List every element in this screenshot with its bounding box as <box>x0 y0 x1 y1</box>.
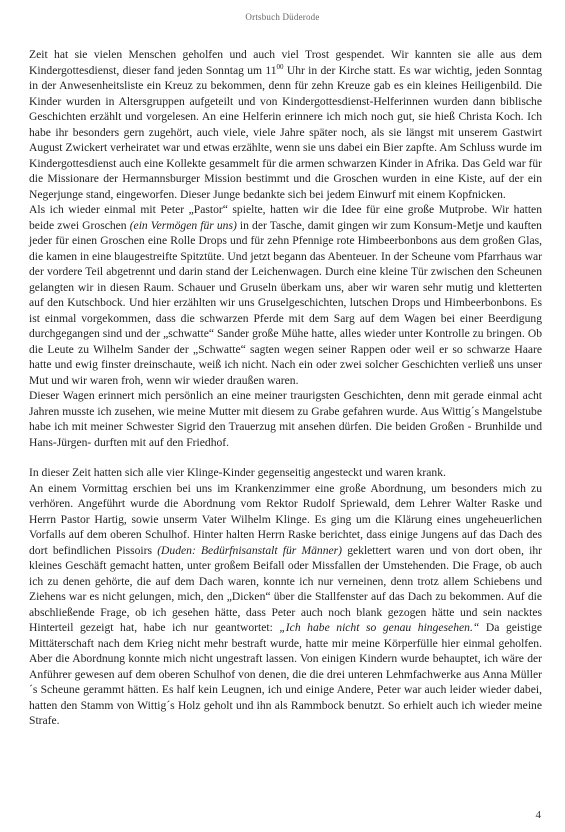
body-text <box>29 47 542 729</box>
paragraph-krankheit <box>29 465 542 481</box>
italic-text: „Ich habe nicht so genau hingesehen.“ <box>279 621 480 634</box>
italic-text: (ein Vermögen für uns) <box>129 218 237 232</box>
page-number: 4 <box>535 809 541 821</box>
text-run: geklettert waren und von dort oben, ihr kleines Geschäft gemacht hatten, unter großem Beifall oder Missfallen der Umstehenden. Die Frage, ob auch ich zu denen gehörte, die auf dem Dach waren, konnte ich nur verneinen, denn trotz allem Schiebens und Ziehens war es nicht gelungen, mich, den „Dicken“ über die Stallfenster auf das Dach zu bekommen. Auf die abschließende Frage, ob ich gesehen hätte, dass Peter auch noch blank gezogen hätte und sein nacktes Hinterteil gezeigt hat, habe ich nur geantwortet: <box>29 543 543 634</box>
text-run: in der Tasche, damit gingen wir zum Konsum-Metje und kauften jeder für einen Groschen eine Rolle Drops und für zehn Pfennige rote Himbeerbonbons aus dem großen Glas, die kamen in eine blaugestreifte Spitztüte. Und jetzt begann das Abenteuer. In der Scheune vom Pfarrhaus war der vordere Teil abgetrennt und darin stand der Leichenwagen. Durch eine kleine Tür zwischen den Scheunen gelangten wir in diesen Raum. Schauer und Gruseln überkam uns, aber wir waren sehr mutig und kletterten auf den Kutschbock. Und hier erzählten wir uns Gruselgeschichten, lutschen Drops und Himbeerbonbons. Es ist einmal vorgekommen, dass die schwarzen Pferde mit dem Sarg auf dem Wagen bei einer Beerdigung durchgegangen sind und der „schwatte“ Sander große Mühe hatte, alles wieder unter Kontrolle zu bringen. Ob die Leute zu Wilhelm Sander der „Schwatte“ sagten wegen seiner Rappen oder weil er so schwarze Haare hatte und ewig finster dreinschaute, weiß ich nicht. Nach ein oder zwei solcher Geschichten verließ uns unser Mut und wir waren froh, wenn wir wieder draußen waren. <box>29 218 542 387</box>
text-run: Da geistige Mittäterschaft nach dem Krieg nicht mehr bestraft wurde, hatte mir meine Körperfülle hier einmal geholfen. Aber die Abordnung konnte mich nicht ungestraft lassen. Von einigen Kindern wurde behauptet, ich wäre der Anführer gewesen auf dem oberen Schulhof von denen, die die drei unteren Lehmfachwerke aus Anna Müller´s Scheune gerammt hätten. Es half kein Leugnen, ich und einige Andere, Peter war auch leider wieder dabei, hatten den Stamm von Wittig´s Holz geholt und ihn als Rammbock benutzt. So erhielt auch ich wieder meine Strafe. <box>29 621 543 727</box>
text-run: Uhr in der Kirche statt. Es war wichtig, jeden Sonntag in der Anwesenheitsliste ein Kreuz zu bekommen, denn für zehn Kreuze gab es ein kleines Heiligenbild. Die Kinder wurden in Altersgruppen aufgeteilt und von Kindergottesdienst-Helferinnen wurden dann biblische Geschichten erzählt und vorgelesen. An eine Helferin erinnere ich mich noch gut, sie hieß Christa Koch. Ich habe ihr besonders gern zugehört, auch viele, viele Jahre später noch, als sie längst mit unserem Gastwirt August Zwickert verheiratet war und etwas erzählte, wenn sie uns dabei ein Bier zapfte. Am Schluss wurde im Kindergottesdienst auch eine Kollekte gesammelt für die armen schwarzen Kinder in Afrika. Das Geld war für die Missionare der Hermannsburger Mission bestimmt und die Groschen wurden in eine Kiste, auf der ein Negerjunge stand, eingeworfen. Dieser Junge bedankte sich bei jedem Einwurf mit einem Kopfnicken. <box>29 63 543 201</box>
text-run: Zeit hat sie vielen Menschen geholfen und auch viel Trost gespendet. Wir kannten sie alle aus dem Kindergottesdienst, dieser fand jeden Sonntag um 11 <box>29 48 542 77</box>
text-run: Als ich wieder einmal mit Peter „Pastor“ spielte, hatten wir die Idee für eine große Mutprobe. Wir hatten beide zwei Groschen <box>29 203 542 232</box>
running-header: Ortsbuch Düderode <box>245 12 320 22</box>
italic-text: (Duden: Bedürfnisanstalt für Männer) <box>157 543 343 557</box>
paragraph-trauerzug <box>29 388 542 450</box>
paragraph-abordnung <box>29 481 542 729</box>
paragraph-mutprobe <box>29 202 542 388</box>
text-run: Dieser Wagen erinnert mich persönlich an eine meiner traurigsten Geschichten, denn mit gerade einmal acht Jahren musste ich zusehen, wie meine Mutter mit diesem zu Grabe gefahren wurde. Aus Wittig´s Mangelstube habe ich mit meiner Schwester Sigrid den Trauerzug mit ansehen dürfen. Die beiden Großen - Brunhilde und Hans-Jürgen- durften mit auf den Friedhof. <box>29 389 542 449</box>
text-run: In dieser Zeit hatten sich alle vier Klinge-Kinder gegenseitig angesteckt und waren krank. <box>29 466 446 479</box>
paragraph-kindergottesdienst <box>29 47 542 202</box>
superscript-text: 00 <box>276 62 284 71</box>
text-run: An einem Vormittag erschien bei uns im Krankenzimmer eine große Abordnung, um besonders mich zu verhören. Angeführt wurde die Abordnung vom Rektor Rudolf Spriewald, dem Lehrer Walter Raske und Herrn Pastor Hartig, sowie unserm Vater Wilhelm Klinge. Es ging um die Klärung eines ungeheuerlichen Vorfalls auf dem oberen Schulhof. Hinter halten Herrn Raske berichtet, dass einige Jungens auf das Dach des dort befindlichen Pissoirs <box>29 481 542 557</box>
